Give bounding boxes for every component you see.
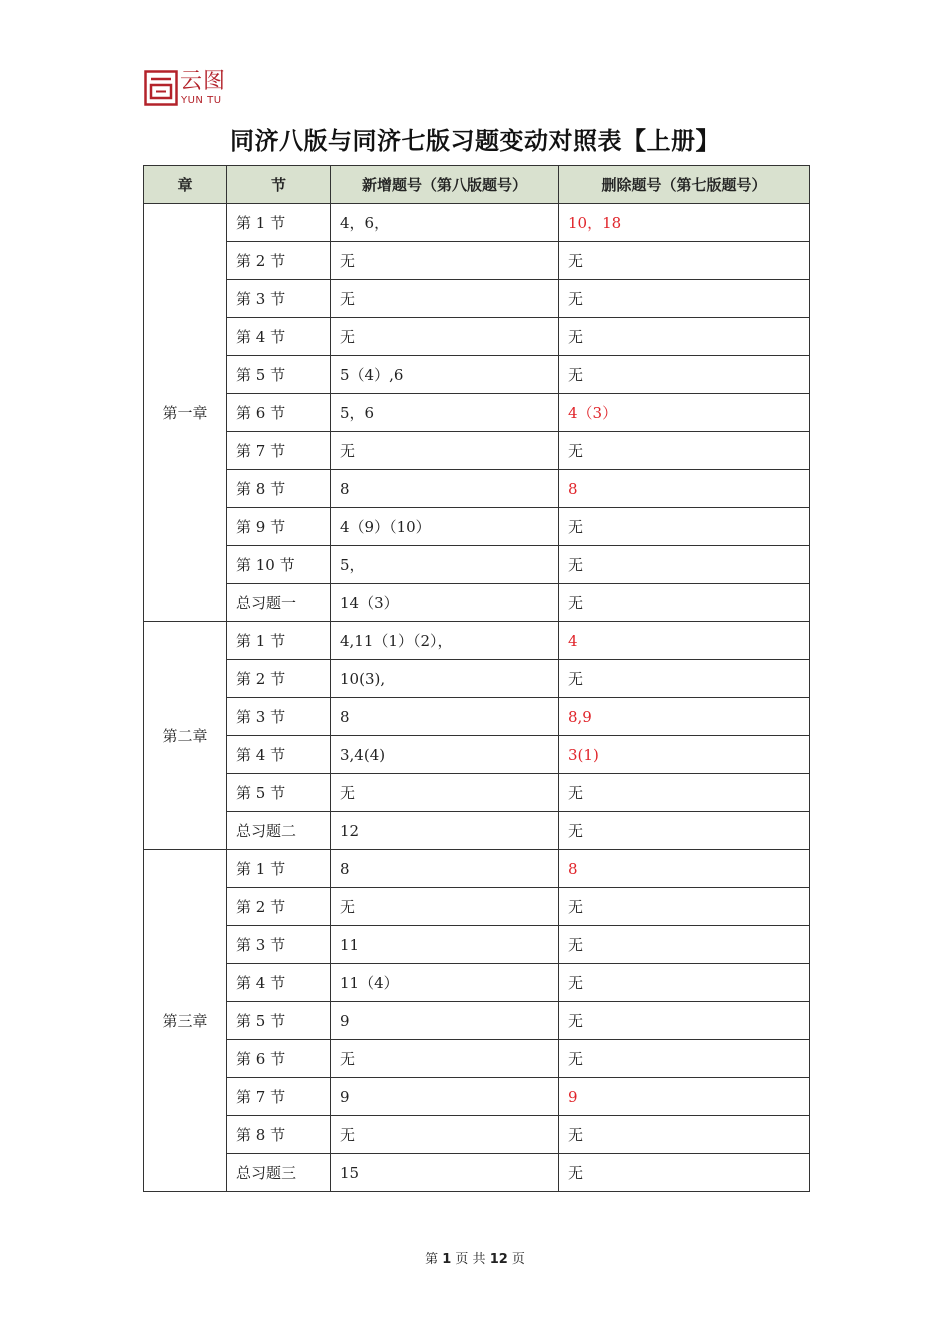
added-cell: 无 <box>331 318 559 356</box>
added-cell: 无 <box>331 242 559 280</box>
table-header-row <box>144 166 810 204</box>
table-row <box>144 394 810 432</box>
added-cell: 8 <box>331 698 559 736</box>
table-row <box>144 1116 810 1154</box>
added-cell: 11 <box>331 926 559 964</box>
removed-cell: 8,9 <box>559 698 810 736</box>
section-cell: 第 2 节 <box>227 660 331 698</box>
table-row <box>144 1078 810 1116</box>
removed-cell: 无 <box>559 774 810 812</box>
table-row <box>144 926 810 964</box>
section-cell: 第 5 节 <box>227 774 331 812</box>
table-row <box>144 204 810 242</box>
table-row <box>144 660 810 698</box>
section-cell: 第 5 节 <box>227 356 331 394</box>
table-row <box>144 356 810 394</box>
table-row <box>144 812 810 850</box>
section-cell: 第 9 节 <box>227 508 331 546</box>
footer-suffix: 页 <box>511 1252 525 1267</box>
removed-cell: 无 <box>559 1002 810 1040</box>
added-cell: 无 <box>331 1040 559 1078</box>
added-cell: 9 <box>331 1002 559 1040</box>
removed-cell: 无 <box>559 926 810 964</box>
chapter-cell: 第二章 <box>144 622 227 850</box>
table-body <box>144 204 810 1192</box>
table-row <box>144 584 810 622</box>
table-row <box>144 318 810 356</box>
removed-cell: 无 <box>559 964 810 1002</box>
added-cell: 无 <box>331 280 559 318</box>
added-cell: 无 <box>331 888 559 926</box>
section-cell: 第 3 节 <box>227 280 331 318</box>
section-cell: 第 7 节 <box>227 432 331 470</box>
added-cell: 无 <box>331 432 559 470</box>
removed-cell: 无 <box>559 508 810 546</box>
section-cell: 第 5 节 <box>227 1002 331 1040</box>
removed-cell: 无 <box>559 546 810 584</box>
footer-total-pages: 12 <box>489 1252 508 1267</box>
added-cell: 14（3） <box>331 584 559 622</box>
removed-cell: 无 <box>559 1116 810 1154</box>
added-cell: 3,4(4) <box>331 736 559 774</box>
section-cell: 第 4 节 <box>227 318 331 356</box>
table-row <box>144 736 810 774</box>
header-removed: 删除题号（第七版题号） <box>559 166 810 204</box>
header-section: 节 <box>227 166 331 204</box>
table-row <box>144 850 810 888</box>
logo-text-en: YUN TU <box>181 95 222 106</box>
removed-cell: 无 <box>559 1154 810 1192</box>
section-cell: 第 2 节 <box>227 888 331 926</box>
removed-cell: 无 <box>559 318 810 356</box>
added-cell: 12 <box>331 812 559 850</box>
table-row <box>144 774 810 812</box>
section-cell: 第 6 节 <box>227 1040 331 1078</box>
added-cell: 4，6， <box>331 204 559 242</box>
added-cell: 8 <box>331 850 559 888</box>
removed-cell: 8 <box>559 470 810 508</box>
header-added: 新增题号（第八版题号） <box>331 166 559 204</box>
removed-cell: 无 <box>559 432 810 470</box>
section-cell: 总习题三 <box>227 1154 331 1192</box>
added-cell: 无 <box>331 1116 559 1154</box>
logo-text-cn: 云图 <box>180 69 227 94</box>
removed-cell: 8 <box>559 850 810 888</box>
added-cell: 5，6 <box>331 394 559 432</box>
chapter-cell: 第三章 <box>144 850 227 1192</box>
added-cell: 5（4）,6 <box>331 356 559 394</box>
removed-cell: 无 <box>559 280 810 318</box>
footer-page-number: 1 <box>442 1252 452 1267</box>
section-cell: 第 10 节 <box>227 546 331 584</box>
yuntu-logo-icon <box>144 70 178 106</box>
removed-cell: 3(1) <box>559 736 810 774</box>
footer-middle: 页 共 <box>455 1252 486 1267</box>
removed-cell: 4（3） <box>559 394 810 432</box>
table-row <box>144 508 810 546</box>
section-cell: 第 8 节 <box>227 1116 331 1154</box>
footer-prefix: 第 <box>425 1252 439 1267</box>
added-cell: 5， <box>331 546 559 584</box>
table-row <box>144 242 810 280</box>
section-cell: 第 4 节 <box>227 736 331 774</box>
section-cell: 第 1 节 <box>227 204 331 242</box>
table-row <box>144 1040 810 1078</box>
removed-cell: 无 <box>559 584 810 622</box>
removed-cell: 10，18 <box>559 204 810 242</box>
section-cell: 第 7 节 <box>227 1078 331 1116</box>
table-row <box>144 546 810 584</box>
added-cell: 4（9）（10） <box>331 508 559 546</box>
section-cell: 总习题二 <box>227 812 331 850</box>
table-row <box>144 888 810 926</box>
removed-cell: 无 <box>559 1040 810 1078</box>
section-cell: 第 2 节 <box>227 242 331 280</box>
added-cell: 无 <box>331 774 559 812</box>
section-cell: 第 4 节 <box>227 964 331 1002</box>
table-row <box>144 1002 810 1040</box>
removed-cell: 无 <box>559 242 810 280</box>
added-cell: 4,11（1）（2）， <box>331 622 559 660</box>
section-cell: 第 8 节 <box>227 470 331 508</box>
added-cell: 10(3), <box>331 660 559 698</box>
chapter-cell: 第一章 <box>144 204 227 622</box>
header-chapter: 章 <box>144 166 227 204</box>
table-row <box>144 432 810 470</box>
added-cell: 15 <box>331 1154 559 1192</box>
section-cell: 第 1 节 <box>227 622 331 660</box>
added-cell: 11（4） <box>331 964 559 1002</box>
section-cell: 第 6 节 <box>227 394 331 432</box>
table-row <box>144 280 810 318</box>
removed-cell: 无 <box>559 888 810 926</box>
logo <box>144 70 234 110</box>
table-row <box>144 470 810 508</box>
section-cell: 总习题一 <box>227 584 331 622</box>
table-row <box>144 698 810 736</box>
page-title: 同济八版与同济七版习题变动对照表【上册】 <box>230 127 720 155</box>
page-footer <box>0 1248 950 1267</box>
removed-cell: 无 <box>559 660 810 698</box>
table-row <box>144 1154 810 1192</box>
section-cell: 第 3 节 <box>227 698 331 736</box>
removed-cell: 9 <box>559 1078 810 1116</box>
added-cell: 9 <box>331 1078 559 1116</box>
removed-cell: 无 <box>559 356 810 394</box>
section-cell: 第 1 节 <box>227 850 331 888</box>
section-cell: 第 3 节 <box>227 926 331 964</box>
comparison-table <box>143 165 810 1192</box>
table-row <box>144 964 810 1002</box>
table-row <box>144 622 810 660</box>
added-cell: 8 <box>331 470 559 508</box>
removed-cell: 4 <box>559 622 810 660</box>
removed-cell: 无 <box>559 812 810 850</box>
